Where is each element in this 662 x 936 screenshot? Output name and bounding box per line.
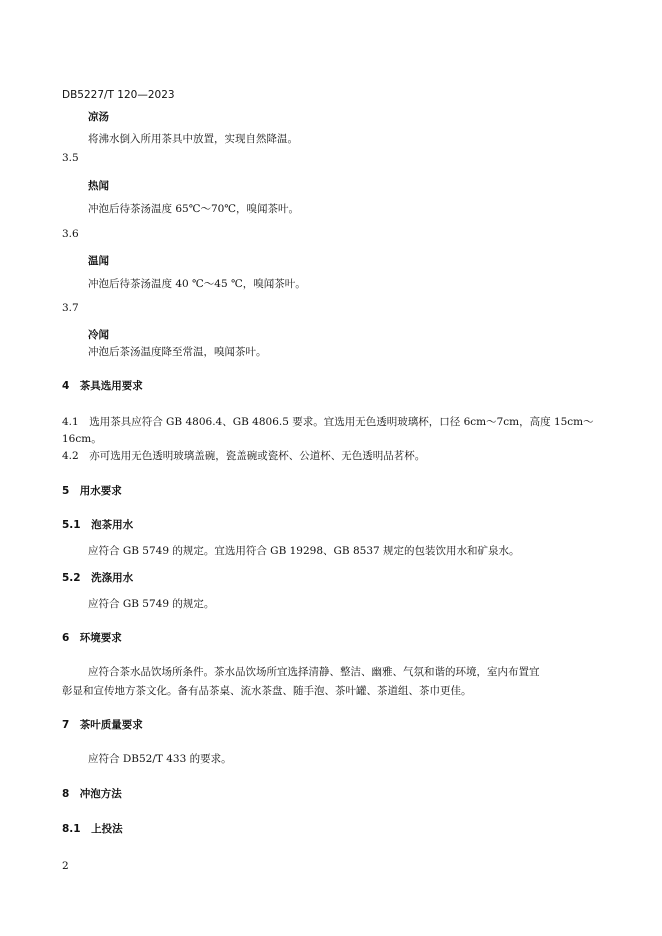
page-number: 2 (62, 860, 69, 872)
clause-5-1-text: 应符合 GB 5749 的规定。宜选用符合 GB 19298、GB 8537 规定的包装饮用水和矿泉水。 (88, 545, 520, 557)
clause-4-2: 4.2 亦可选用无色透明玻璃盖碗，瓷盖碗或瓷杯、公道杯、无色透明品茗杯。 (62, 450, 426, 462)
clause-heading-5-2: 5.2 洗涤用水 (62, 572, 134, 584)
section-6-line1: 应符合茶水品饮场所条件。茶水品饮场所宜选择清静、整洁、幽雅、气氛和谐的环境，室内布置宜 (88, 666, 540, 678)
term-name-liangtang: 凉汤 (88, 111, 109, 123)
section-6-line2: 彰显和宣传地方茶文化。备有品茶桌、流水茶盘、随手泡、茶叶罐、茶道组、茶巾更佳。 (62, 685, 472, 697)
clause-4-1-line2: 16cm。 (62, 433, 102, 445)
section-7-text: 应符合 DB52/T 433 的要求。 (88, 753, 232, 765)
clause-5-2-text: 应符合 GB 5749 的规定。 (88, 598, 215, 610)
doc-code: DB5227/T 120—2023 (62, 89, 175, 101)
term-definition-wenwen: 冲泡后待茶汤温度 40 ℃～45 ℃，嗅闻茶叶。 (88, 278, 306, 290)
term-definition-rewen: 冲泡后待茶汤温度 65℃～70℃，嗅闻茶叶。 (88, 203, 300, 215)
section-heading-5: 5 用水要求 (62, 485, 122, 497)
term-number: 3.5 (62, 152, 79, 164)
clause-heading-8-1: 8.1 上投法 (62, 823, 123, 835)
term-name-wenwen: 温闻 (88, 255, 109, 267)
term-name-lengwen: 冷闻 (88, 329, 109, 341)
term-definition-lengwen: 冲泡后茶汤温度降至常温，嗅闻茶叶。 (88, 346, 267, 358)
section-heading-6: 6 环境要求 (62, 632, 122, 644)
section-heading-4: 4 茶具选用要求 (62, 380, 143, 392)
term-name-rewen: 热闻 (88, 180, 109, 192)
section-heading-8: 8 冲泡方法 (62, 788, 122, 800)
clause-4-1-line1: 4.1 选用茶具应符合 GB 4806.4、GB 4806.5 要求。宜选用无色透明玻璃杯，口径 6cm～7cm，高度 15cm～ (62, 416, 594, 428)
clause-heading-5-1: 5.1 泡茶用水 (62, 519, 134, 531)
term-definition-liangtang: 将沸水倒入所用茶具中放置，实现自然降温。 (88, 133, 298, 145)
term-number: 3.7 (62, 302, 79, 314)
section-heading-7: 7 茶叶质量要求 (62, 719, 143, 731)
term-number: 3.6 (62, 228, 79, 240)
